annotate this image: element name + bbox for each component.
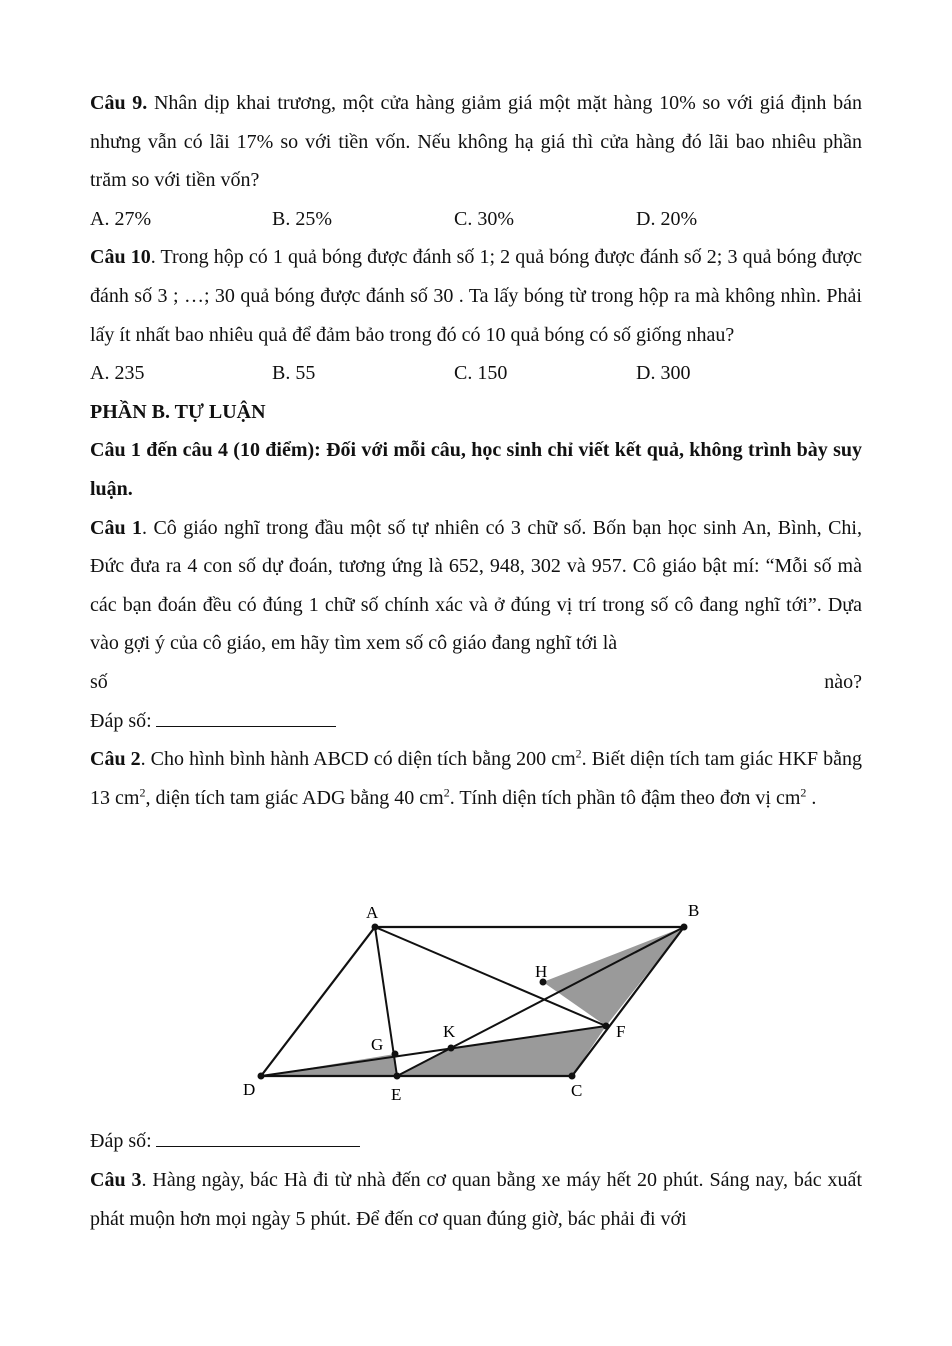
problem-3 (90, 1161, 862, 1238)
part-b-instruction: Câu 1 đến câu 4 (10 điểm): Đối với mỗi câu, học sinh chỉ viết kết quả, không trình bày suy luận. (90, 439, 862, 500)
question-10-text: . Trong hộp có 1 quả bóng được đánh số 1; 2 quả bóng được đánh số 2; 3 quả bóng được đánh số 3 ; …; 30 quả bóng được đánh số 30 . Ta lấy bóng từ trong hộp ra mà không nhìn. Phải lấy ít nhất bao nhiêu quả để đảm bảo trong đó có 10 quả bóng có số giống nhau? (90, 246, 862, 346)
answer-label: Đáp số: (90, 1130, 152, 1152)
answer-label: Đáp số: (90, 709, 152, 732)
point-b (681, 924, 688, 931)
point-c (569, 1073, 576, 1080)
question-10-options (90, 354, 862, 393)
problem-2-text-a: . Cho hình bình hành ABCD có diện tích bằng 200 cm (140, 748, 576, 771)
label-b: B (688, 901, 700, 920)
option-d: D. 20% (636, 207, 698, 230)
superscript: 2 (575, 746, 582, 761)
label-a: A (366, 903, 379, 922)
point-g (392, 1051, 399, 1058)
problem-2-text-b: . Biết diện tích tam giác HKF bằng 13 cm (90, 748, 862, 809)
point-d (258, 1073, 265, 1080)
label-f: F (616, 1022, 626, 1041)
geometry-diagram (230, 892, 720, 1112)
label-e: E (391, 1085, 402, 1104)
problem-1-last-right: nào? (824, 670, 862, 693)
superscript: 2 (443, 785, 450, 800)
problem-1-last-line (90, 663, 862, 702)
question-9-options (90, 200, 862, 239)
answer-blank[interactable] (156, 1124, 360, 1147)
problem-3-block (90, 1161, 862, 1238)
superscript: 2 (800, 785, 807, 800)
problem-2 (90, 740, 862, 817)
problem-3-label: Câu 3 (90, 1169, 142, 1191)
question-9 (90, 84, 862, 200)
option-c: C. 30% (454, 207, 514, 230)
point-f (603, 1023, 610, 1030)
problem-2-label: Câu 2 (90, 748, 141, 771)
document-page (90, 84, 862, 817)
problem-1 (90, 509, 862, 663)
answer-blank[interactable] (156, 704, 336, 727)
question-10-label: Câu 10 (90, 246, 151, 269)
parallelogram-figure (230, 892, 720, 1112)
option-b: B. 25% (272, 207, 332, 230)
option-d: D. 300 (636, 362, 691, 385)
problem-2-text-d: . Tính diện tích phần tô đậm theo đơn vị cm (449, 786, 801, 809)
superscript: 2 (139, 785, 146, 800)
option-c: C. 150 (454, 362, 508, 385)
option-b: B. 55 (272, 362, 316, 385)
problem-1-answer (90, 702, 862, 741)
shaded-region-hbf (543, 927, 684, 1026)
problem-2-text-c: , diện tích tam giác ADG bằng 40 cm (145, 786, 444, 809)
problem-2-text-e: . (806, 786, 817, 809)
problem-1-last-left: số (90, 670, 108, 693)
point-k (448, 1045, 455, 1052)
point-e (394, 1073, 401, 1080)
part-b-title: PHẦN B. TỰ LUẬN (90, 400, 266, 423)
label-h: H (535, 962, 548, 981)
question-9-label: Câu 9. (90, 92, 148, 114)
question-9-text: Nhân dịp khai trương, một cửa hàng giảm giá một mặt hàng 10% so với giá định bán nhưng vẫn có lãi 17% so với tiền vốn. Nếu không hạ giá thì cửa hàng đó lãi bao nhiêu phần trăm so với tiền vốn? (90, 92, 863, 192)
problem-1-label: Câu 1 (90, 516, 143, 539)
point-a (372, 924, 379, 931)
option-a: A. 27% (90, 207, 152, 230)
option-a: A. 235 (90, 362, 145, 385)
label-c: C (571, 1081, 583, 1100)
question-10 (90, 238, 862, 354)
label-k: K (443, 1022, 456, 1041)
problem-2-answer (90, 1122, 360, 1161)
problem-1-text: . Cô giáo nghĩ trong đầu một số tự nhiên có 3 chữ số. Bốn bạn học sinh An, Bình, Chi, Đức đưa ra 4 con số dự đoán, tương ứng là 652, 948, 302 và 957. Cô giáo bật mí: “Mỗi số mà các bạn đoán đều có đúng 1 chữ số chính xác và ở đúng vị trí trong số cô đang nghĩ tới”. Dựa vào gợi ý của cô giáo, em hãy tìm xem số cô giáo đang nghĩ tới là (90, 516, 862, 655)
problem-3-text: . Hàng ngày, bác Hà đi từ nhà đến cơ quan bằng xe máy hết 20 phút. Sáng nay, bác xuất phát muộn hơn mọi ngày 5 phút. Để đến cơ quan đúng giờ, bác phải đi với (90, 1169, 862, 1230)
label-g: G (371, 1035, 384, 1054)
label-d: D (243, 1080, 256, 1099)
